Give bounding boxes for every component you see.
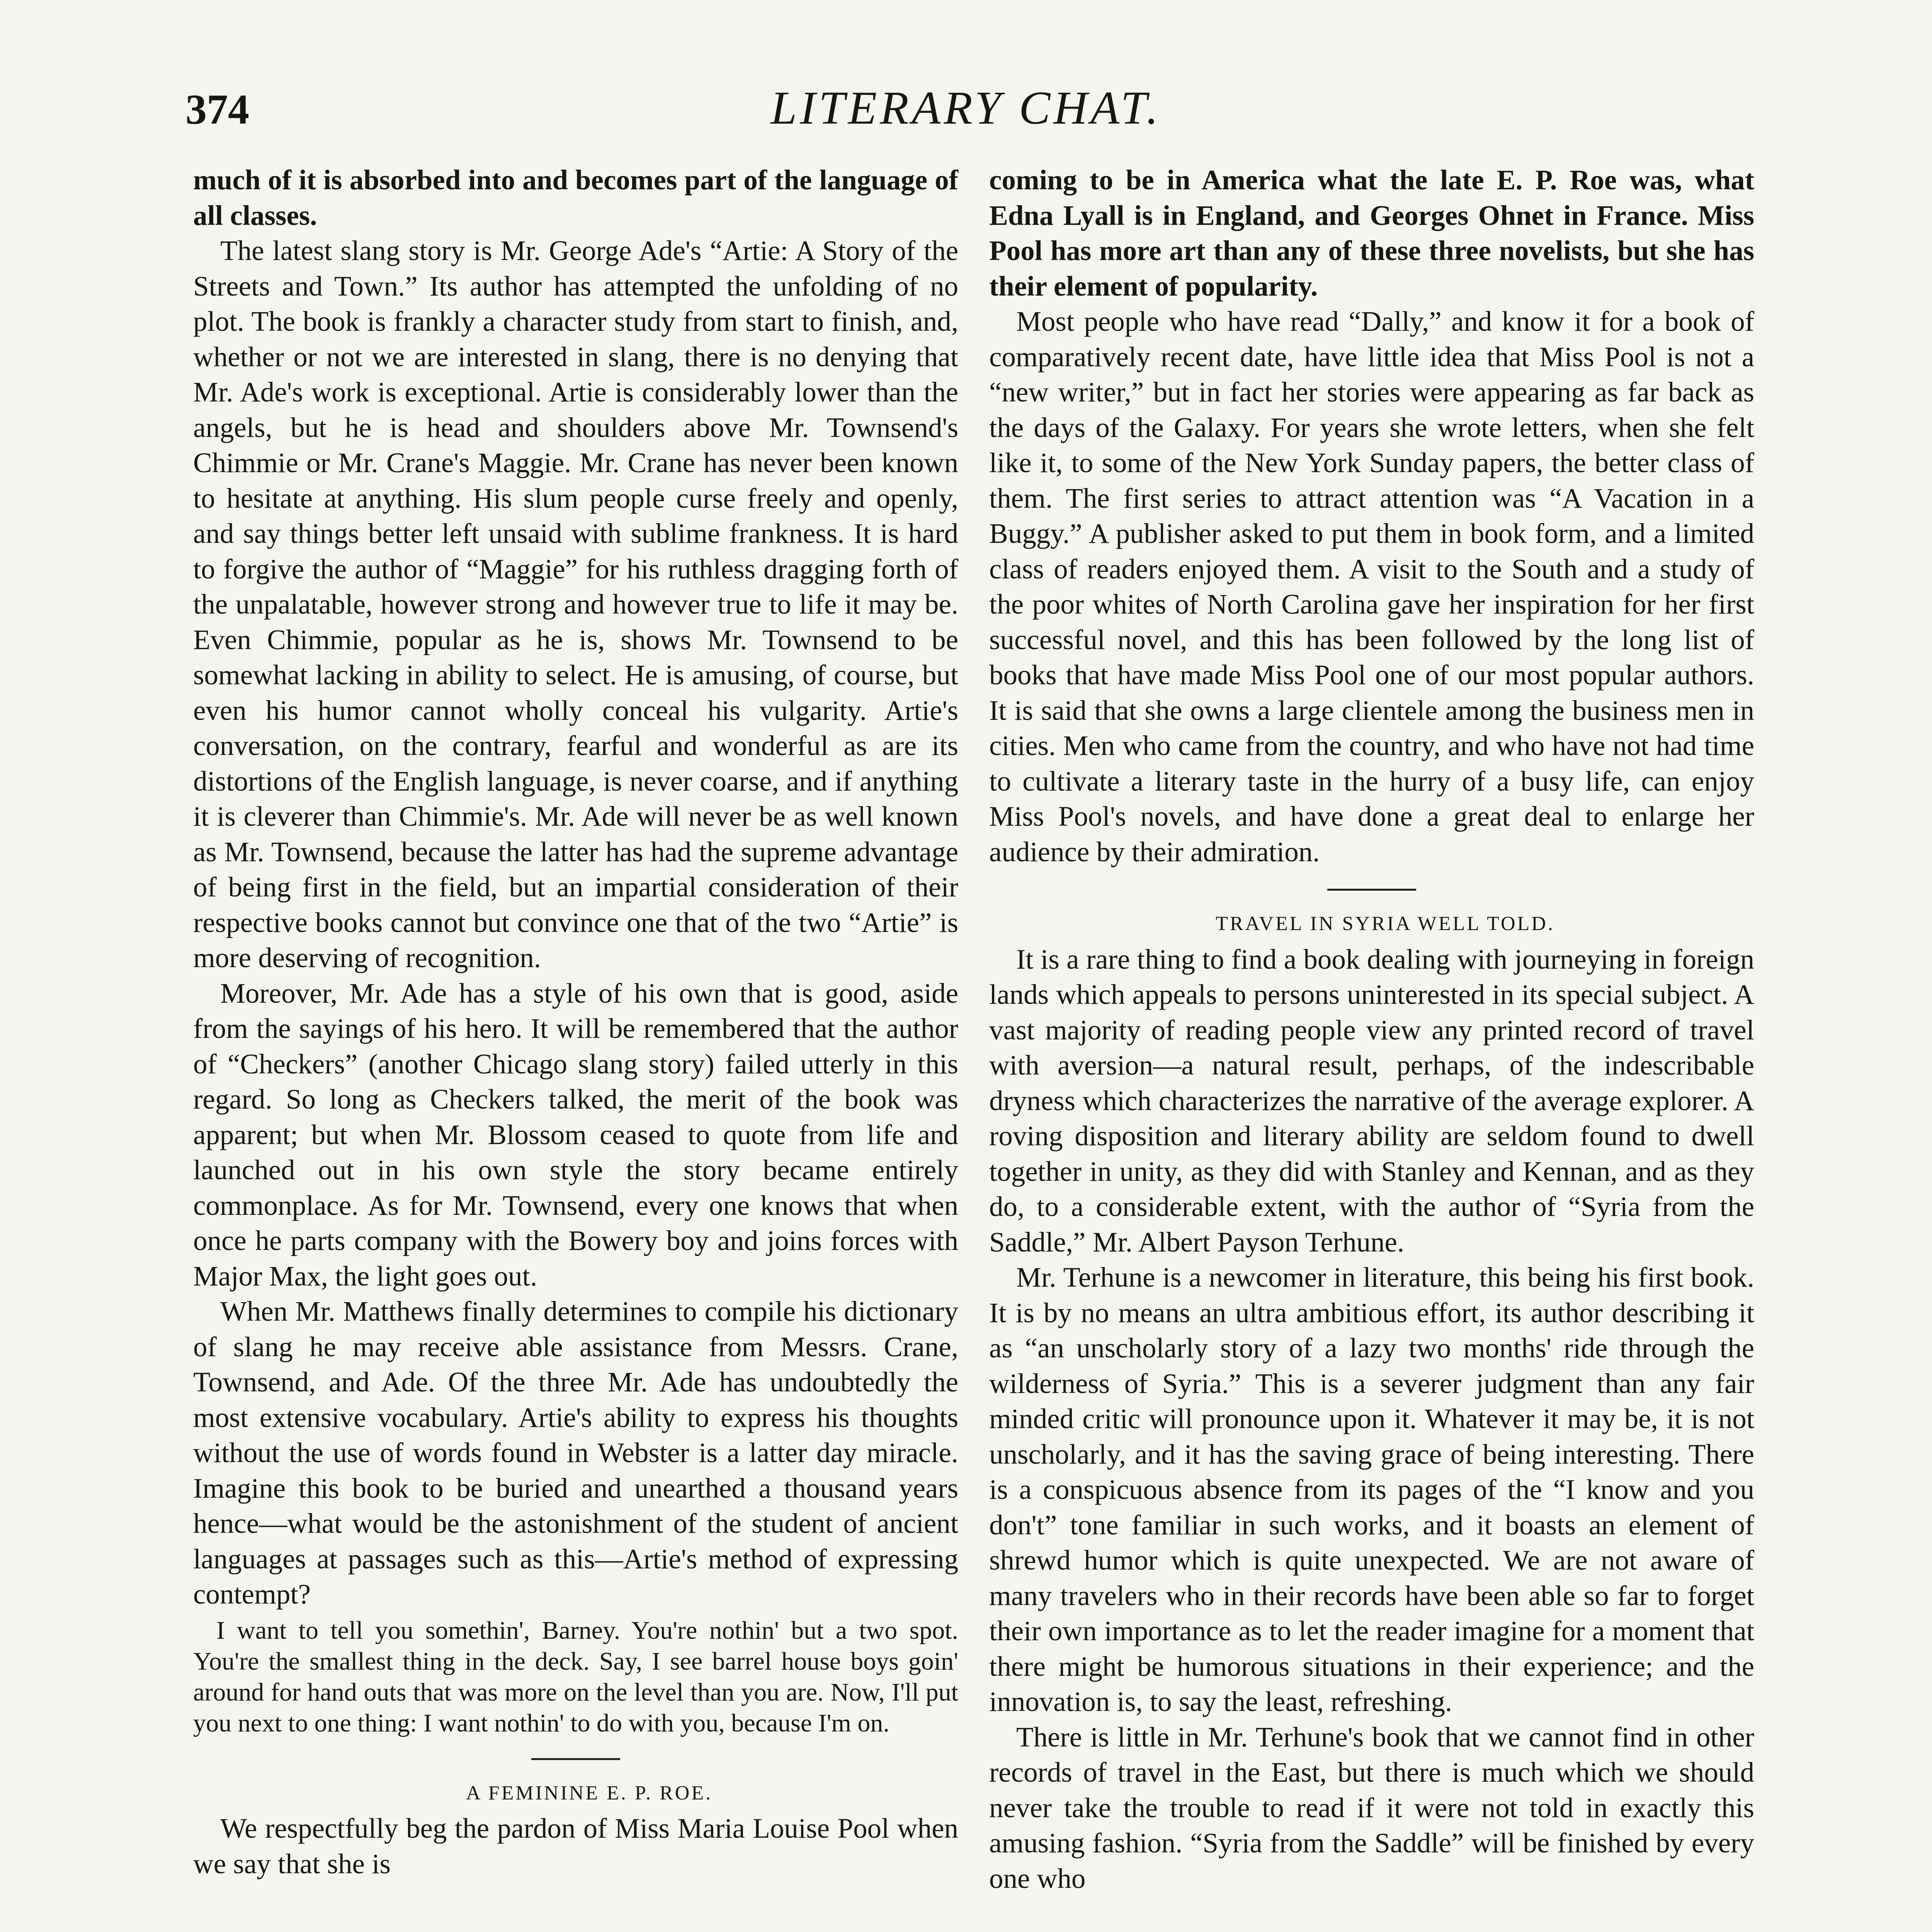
section-heading: TRAVEL IN SYRIA WELL TOLD. [1216,913,1555,935]
paragraph: much of it is absorbed into and becomes part of the language of all classes. [193,164,958,231]
right-column [989,162,1754,1896]
paragraph: There is little in Mr. Terhune's book that we cannot find in other records of travel in the East, but there is much which we should never take the trouble to read if it were not told in exactly this amusing fashion. “Syria from the Saddle” will be finished by every one who [989,1721,1754,1894]
section-divider [1327,889,1416,891]
left-column [193,162,958,1881]
section-divider [531,1758,620,1760]
paragraph: It is a rare thing to find a book dealing with journeying in foreign lands which appeals to persons uninterested in its special subject. A vast majority of reading people view any printed record of travel with aversion—a natural result, perhaps, of the indescribable dryness which characterizes the narrative of the average explorer. A roving disposition and literary ability are seldom found to dwell together in unity, as they did with Stanley and Kennan, and as they do, to a considerable extent, with the author of “Syria from the Saddle,” Mr. Albert Payson Terhune. [989,943,1754,1258]
paragraph: coming to be in America what the late E. P. Roe was, what Edna Lyall is in England, and Georges Ohnet in France. Miss Pool has more art than any of these three novelists, but she has their element of popularity. [989,164,1754,302]
running-title: LITERARY CHAT. [770,82,1162,134]
paragraph: Mr. Terhune is a newcomer in literature, this being his first book. It is by no means an ultra ambitious effort, its author describing it as “an unscholarly story of a lazy two months' ride through the wilderness of Syria.” This is a severer judgment than any fair minded critic will pronounce upon it. Whatever it may be, it is not unscholarly, and it has the saving grace of being interesting. There is a conspicuous absence from its pages of the “I know and you don't” tone familiar in such works, and it boasts an element of shrewd humor which is quite unexpected. We are not aware of many travelers who in their records have been able so far to forget their own importance as to let the reader imagine for a moment that there might be humorous situations in their experience; and the innovation is, to say the least, refreshing. [989,1262,1754,1717]
paragraph: Moreover, Mr. Ade has a style of his own that is good, aside from the sayings of his hero. It will be remembered that the author of “Checkers” (another Chicago slang story) failed utterly in this regard. So long as Checkers talked, the merit of the book was apparent; but when Mr. Blossom ceased to quote from life and launched out in his own style the story became entirely commonplace. As for Mr. Townsend, every one knows that when once he parts company with the Bowery boy and joins forces with Major Max, the light goes out. [193,977,958,1292]
paragraph: Most people who have read “Dally,” and know it for a book of comparatively recent date, have little idea that Miss Pool is not a “new writer,” but in fact her stories were appearing as far back as the days of the Galaxy. For years she wrote letters, when she felt like it, to some of the New York Sunday papers, the better class of them. The first series to attract attention was “A Vacation in a Buggy.” A publisher asked to put them in book form, and a limited class of readers enjoyed them. A visit to the South and a study of the poor whites of North Carolina gave her inspiration for her first successful novel, and this has been followed by the long list of books that have made Miss Pool one of our most popular authors. It is said that she owns a large clientele among the business men in cities. Men who came from the country, and who have not had time to cultivate a literary taste in the hurry of a busy life, can enjoy Miss Pool's novels, and have done a great deal to enlarge her audience by their admiration. [989,306,1754,867]
paragraph: When Mr. Matthews finally determines to compile his dictionary of slang he may receive able assistance from Messrs. Crane, Townsend, and Ade. Of the three Mr. Ade has undoubtedly the most extensive vocabulary. Artie's ability to express his thoughts without the use of words found in Webster is a latter day miracle. Imagine this book to be buried and unearthed a thousand years hence—what would be the astonishment of the student of ancient languages at passages such as this—Artie's method of expressing contempt? [193,1296,958,1610]
paragraph: We respectfully beg the pardon of Miss Maria Louise Pool when we say that she is [193,1813,958,1879]
section-heading: A FEMININE E. P. ROE. [466,1782,713,1804]
paragraph: The latest slang story is Mr. George Ade's “Artie: A Story of the Streets and Town.” Its author has attempted the unfolding of no plot. The book is frankly a character study from start to finish, and, whether or not we are interested in slang, there is no denying that Mr. Ade's work is exceptional. Artie is considerably lower than the angels, but he is head and shoulders above Mr. Townsend's Chimmie or Mr. Crane's Maggie. Mr. Crane has never been known to hesitate at anything. His slum people curse freely and openly, and say things better left unsaid with sublime frankness. It is hard to forgive the author of “Maggie” for his ruthless dragging forth of the unpalatable, however strong and however true to life it may be. Even Chimmie, popular as he is, shows Mr. Townsend to be somewhat lacking in ability to select. He is amusing, of course, but even his humor cannot wholly conceal his vulgarity. Artie's conversation, on the contrary, fearful and wonderful as are its distortions of the English language, is never coarse, and if anything it is cleverer than Chimmie's. Mr. Ade will never be as well known as Mr. Townsend, because the latter has had the supreme advantage of being first in the field, but an impartial consideration of their respective books cannot but convince one that of the two “Artie” is more deserving of recognition. [193,235,958,973]
block-quote [193,1615,958,1739]
quote-text: I want to tell you somethin', Barney. You're nothin' but a two spot. You're the smallest thing in the deck. Say, I see barrel house boys goin' around for hand outs that was more on the level than you are. Now, I'll put you next to one thing: I want nothin' to do with you, because I'm on. [193,1616,958,1737]
page-header [185,81,1747,143]
page-number: 374 [185,86,249,133]
